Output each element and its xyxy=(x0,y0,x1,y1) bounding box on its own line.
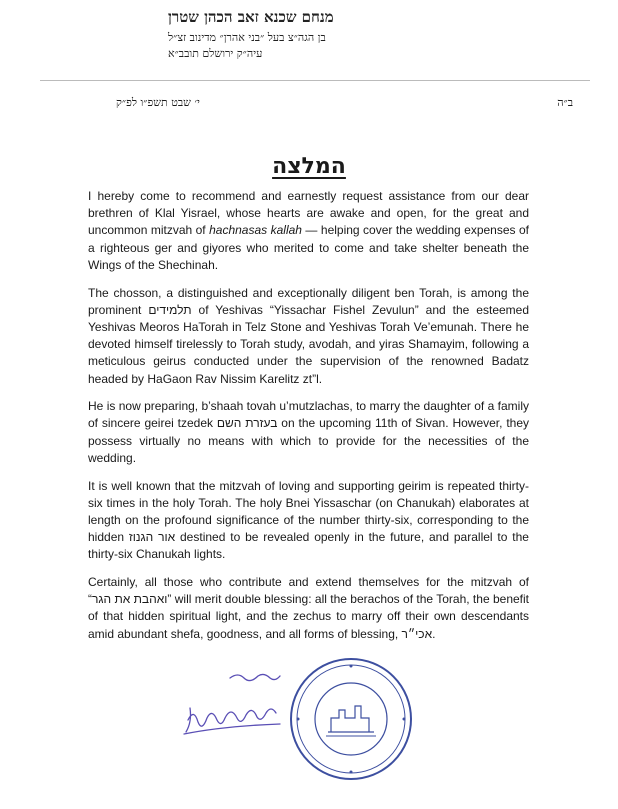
p4-text-b: destined to be revealed openly in the future, and parallel to the thirty-six Chanukah lights. xyxy=(88,530,529,562)
letterhead-city: עיה״ק ירושלם תובב״א xyxy=(168,47,263,60)
p4-text-a: It is well known that the mitzvah of loving and supporting geirim is repeated thirty-six times in the holy Torah. The holy Bnei Yissaschar (on Chanukah) elaborates at length on the profound significance of the number thirty-six, corresponding to the hidden xyxy=(88,478,529,545)
hebrew-date: י׳ שבט תשפ״ו לפ״ק xyxy=(116,96,200,109)
page-title-text: המלצה xyxy=(272,154,346,179)
p1-text-b: — helping cover the wedding expenses of a righteous ger and giyores who merited to come and take shelter beneath the Wings of the Shechinah. xyxy=(88,223,529,272)
paragraph-4 xyxy=(88,478,529,564)
letterhead-name: מנחם שכנא זאב הכהן שטרן xyxy=(168,8,334,26)
p3-text-a: He is now preparing, b’shaah tovah u’mutzlachas, to marry the daughter of a family of sincere geirei tzedek xyxy=(88,399,529,431)
letterhead xyxy=(168,8,588,63)
handwritten-signature xyxy=(170,660,300,760)
p5-text-a: Certainly, all those who contribute and extend themselves for the mitzvah of “ xyxy=(88,575,529,607)
letter-body xyxy=(88,188,529,653)
p3-text-b: on the upcoming 11th of Sivan. However, they possess virtually no means with which to provide for the necessities of the wedding. xyxy=(88,416,530,465)
page-title xyxy=(0,154,618,179)
p5-hebrew-closing: אכי״ר xyxy=(401,626,433,641)
p1-emphasis: hachnasas kallah xyxy=(209,223,302,238)
rabbinical-stamp xyxy=(286,654,416,784)
paragraph-2 xyxy=(88,285,529,388)
p3-hebrew: בעזרת השם xyxy=(216,416,278,431)
p4-hebrew: אור הגנוז xyxy=(128,530,176,545)
letterhead-divider xyxy=(40,80,590,81)
p5-hebrew: ואהבת את הגר xyxy=(92,592,168,607)
p1-text-a: I hereby come to recommend and earnestly request assistance from our dear brethren of Klal Yisrael, whose hearts are awake and open, for the great and uncommon mitzvah of xyxy=(88,189,529,238)
letterhead-lineage: בן הגה״צ בעל ״בני אהרן״ מדינוב זצ״ל xyxy=(168,31,326,44)
p5-text-c: . xyxy=(432,626,436,641)
paragraph-5 xyxy=(88,574,529,643)
p5-text-b: ” will merit double blessing: all the berachos of the Torah, the benefit of that hidden spiritual light, and the zechus to marry off their own descendants amid abundant shefa, goodness, and all forms of blessing, xyxy=(88,592,530,641)
bh-mark: ב״ה xyxy=(557,96,573,109)
paragraph-1 xyxy=(88,188,529,274)
paragraph-3 xyxy=(88,398,529,467)
p2-hebrew: תלמידים xyxy=(148,302,192,317)
p2-text-a: The chosson, a distinguished and exceptionally diligent ben Torah, is among the prominent xyxy=(88,285,529,317)
p2-text-b: of Yeshivas “Yissachar Fishel Zevulun” and the esteemed Yeshivas Meoros HaTorah in Telz Stone and Yeshivas Torah Ve’emunah. There he devoted himself tirelessly to Torah study, avodah, and yiras Shamayim, following a meticulous geirus conducted under the supervision of the renowned Badatz headed by HaGaon Rav Nissim Karelitz zt”l. xyxy=(88,302,530,386)
